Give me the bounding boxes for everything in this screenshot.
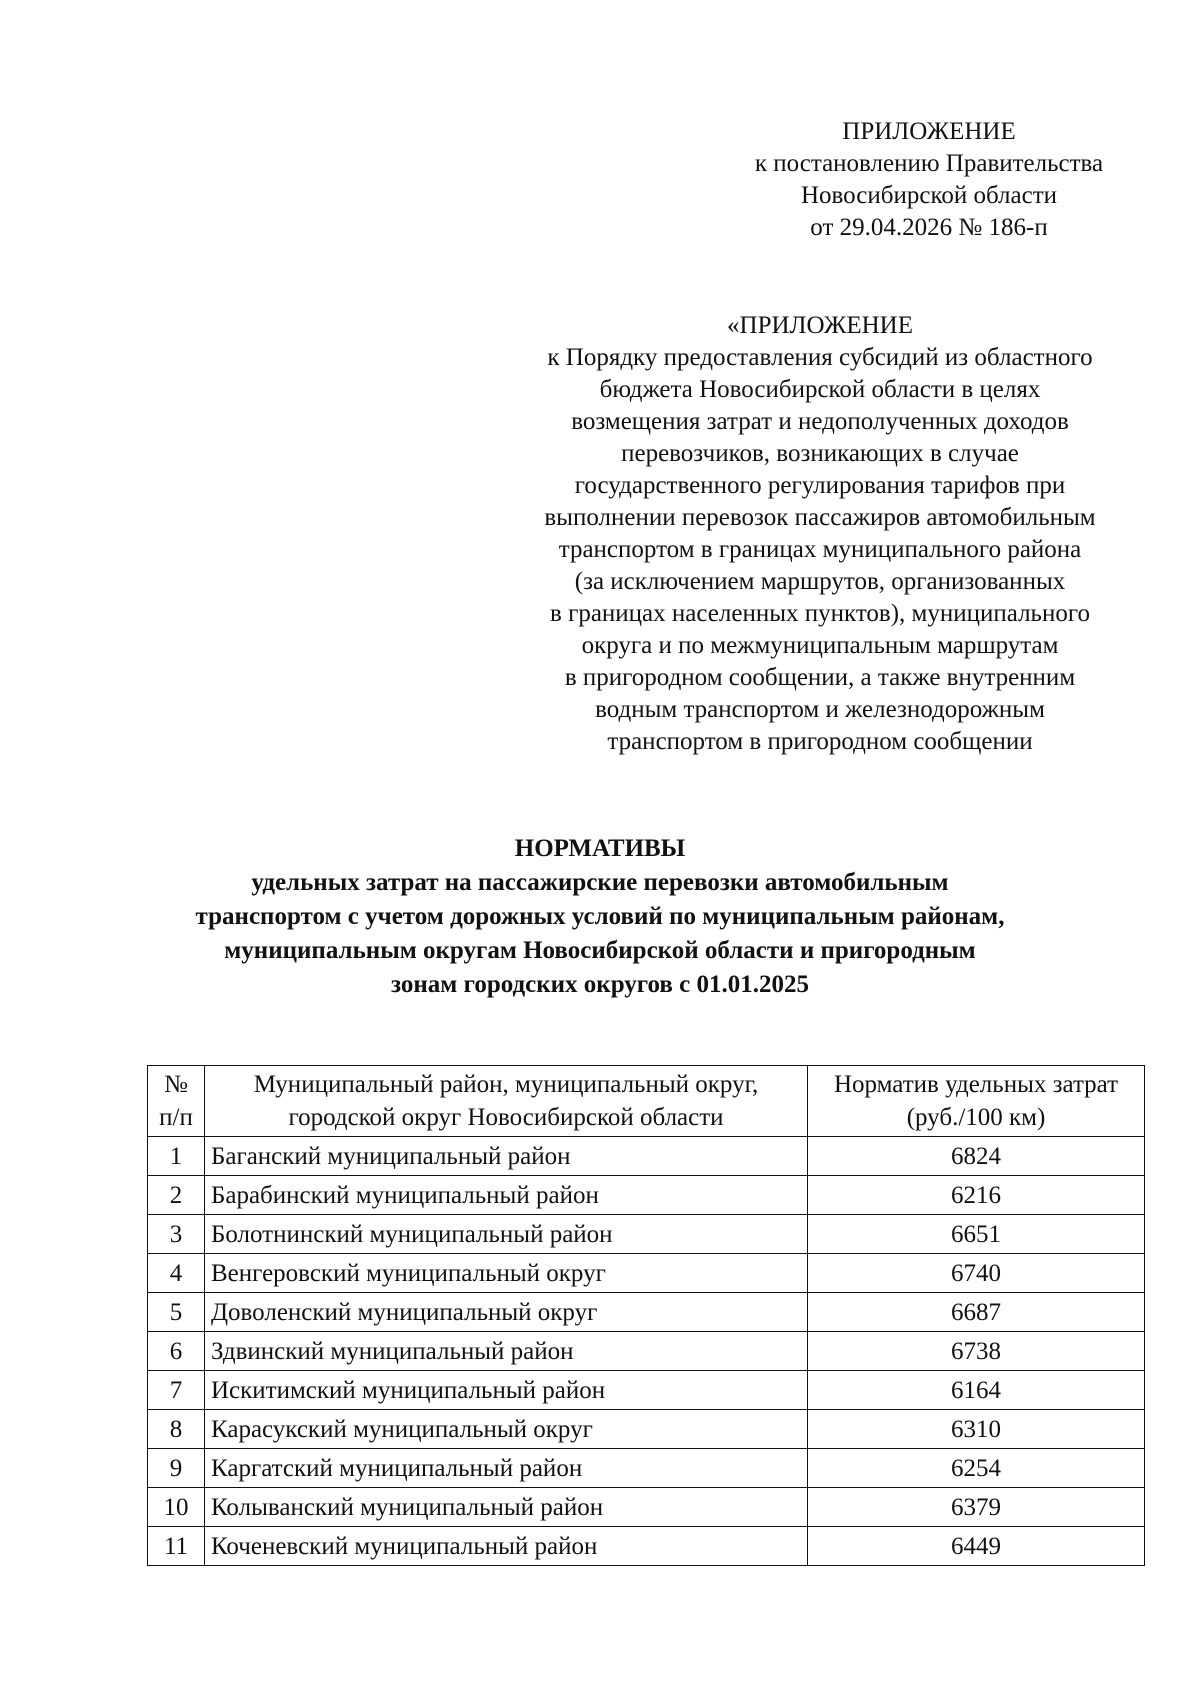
row-municipality: Барабинский муниципальный район (205, 1176, 808, 1215)
row-value: 6449 (808, 1527, 1145, 1566)
header-date-number-line: от 29.04.2026 № 186-п (810, 214, 1048, 241)
column-header-value-line2: (руб./100 км) (906, 1104, 1046, 1131)
column-header-number (148, 1066, 205, 1137)
row-number: 4 (148, 1254, 205, 1293)
row-number: 9 (148, 1449, 205, 1488)
table-row (148, 1332, 1145, 1371)
row-value: 6651 (808, 1215, 1145, 1254)
appendix-line: транспортом в пригородном сообщении (607, 728, 1033, 755)
appendix-line: бюджета Новосибирской области в целях (599, 376, 1041, 403)
title-line: транспортом с учетом дорожных условий по муниципальным районам, (195, 903, 1005, 930)
row-municipality: Венгеровский муниципальный округ (205, 1254, 808, 1293)
appendix-line: водным транспортом и железнодорожным (595, 696, 1045, 723)
title-line: зонам городских округов с 01.01.2025 (391, 971, 809, 998)
table-row (148, 1137, 1145, 1176)
row-number: 11 (148, 1527, 205, 1566)
row-municipality: Колыванский муниципальный район (205, 1488, 808, 1527)
row-number: 5 (148, 1293, 205, 1332)
row-municipality: Баганский муниципальный район (205, 1137, 808, 1176)
column-header-value-line1: Норматив удельных затрат (833, 1071, 1119, 1098)
appendix-line: (за исключением маршрутов, организованных (574, 568, 1066, 595)
row-municipality: Болотнинский муниципальный район (205, 1215, 808, 1254)
row-municipality: Искитимский муниципальный район (205, 1371, 808, 1410)
table-header-row (148, 1066, 1145, 1137)
norms-table (147, 1065, 1145, 1566)
row-number: 2 (148, 1176, 205, 1215)
appendix-line: возмещения затрат и недополученных доходов (571, 408, 1069, 435)
header-region-line: Новосибирской области (800, 182, 1058, 209)
row-municipality: Коченевский муниципальный район (205, 1527, 808, 1566)
column-header-number-line1: № (164, 1071, 188, 1098)
row-municipality: Доволенский муниципальный округ (205, 1293, 808, 1332)
appendix-line: в границах населенных пунктов), муниципального (550, 600, 1090, 627)
row-value: 6254 (808, 1449, 1145, 1488)
appendix-line: округа и по межмуниципальным маршрутам (581, 632, 1059, 659)
row-municipality: Каргатский муниципальный район (205, 1449, 808, 1488)
row-number: 6 (148, 1332, 205, 1371)
row-number: 10 (148, 1488, 205, 1527)
row-municipality: Карасукский муниципальный округ (205, 1410, 808, 1449)
row-value: 6379 (808, 1488, 1145, 1527)
column-header-number-line2: п/п (159, 1104, 193, 1131)
table-row (148, 1293, 1145, 1332)
table-row (148, 1527, 1145, 1566)
column-header-name (205, 1066, 808, 1137)
title-line: муниципальным округам Новосибирской области и пригородным (224, 937, 976, 964)
column-header-name-line1: Муниципальный район, муниципальный округ, (253, 1071, 759, 1098)
row-value: 6164 (808, 1371, 1145, 1410)
row-number: 7 (148, 1371, 205, 1410)
row-number: 3 (148, 1215, 205, 1254)
appendix-line: в пригородном сообщении, а также внутренним (564, 664, 1076, 691)
table-row (148, 1488, 1145, 1527)
row-number: 1 (148, 1137, 205, 1176)
appendix-line: «ПРИЛОЖЕНИЕ (727, 312, 913, 339)
row-value: 6216 (808, 1176, 1145, 1215)
table-row (148, 1371, 1145, 1410)
row-value: 6738 (808, 1332, 1145, 1371)
header-appendix-line: ПРИЛОЖЕНИЕ (842, 118, 1016, 145)
appendix-line: к Порядку предоставления субсидий из областного (547, 344, 1093, 371)
row-number: 8 (148, 1410, 205, 1449)
row-value: 6310 (808, 1410, 1145, 1449)
table-row (148, 1176, 1145, 1215)
table-row (148, 1254, 1145, 1293)
appendix-line: транспортом в границах муниципального района (558, 536, 1082, 563)
row-value: 6687 (808, 1293, 1145, 1332)
row-value: 6824 (808, 1137, 1145, 1176)
appendix-line: перевозчиков, возникающих в случае (621, 440, 1019, 467)
row-municipality: Здвинский муниципальный район (205, 1332, 808, 1371)
table-row (148, 1410, 1145, 1449)
table-row (148, 1215, 1145, 1254)
title-heading: НОРМАТИВЫ (514, 835, 686, 862)
header-resolution-line: к постановлению Правительства (754, 150, 1104, 177)
table-row (148, 1449, 1145, 1488)
appendix-line: государственного регулирования тарифов при (574, 472, 1066, 499)
title-line: удельных затрат на пассажирские перевозки автомобильным (251, 869, 949, 896)
column-header-name-line2: городской округ Новосибирской области (288, 1104, 724, 1131)
column-header-value (808, 1066, 1145, 1137)
row-value: 6740 (808, 1254, 1145, 1293)
appendix-line: выполнении перевозок пассажиров автомобильным (544, 504, 1096, 531)
